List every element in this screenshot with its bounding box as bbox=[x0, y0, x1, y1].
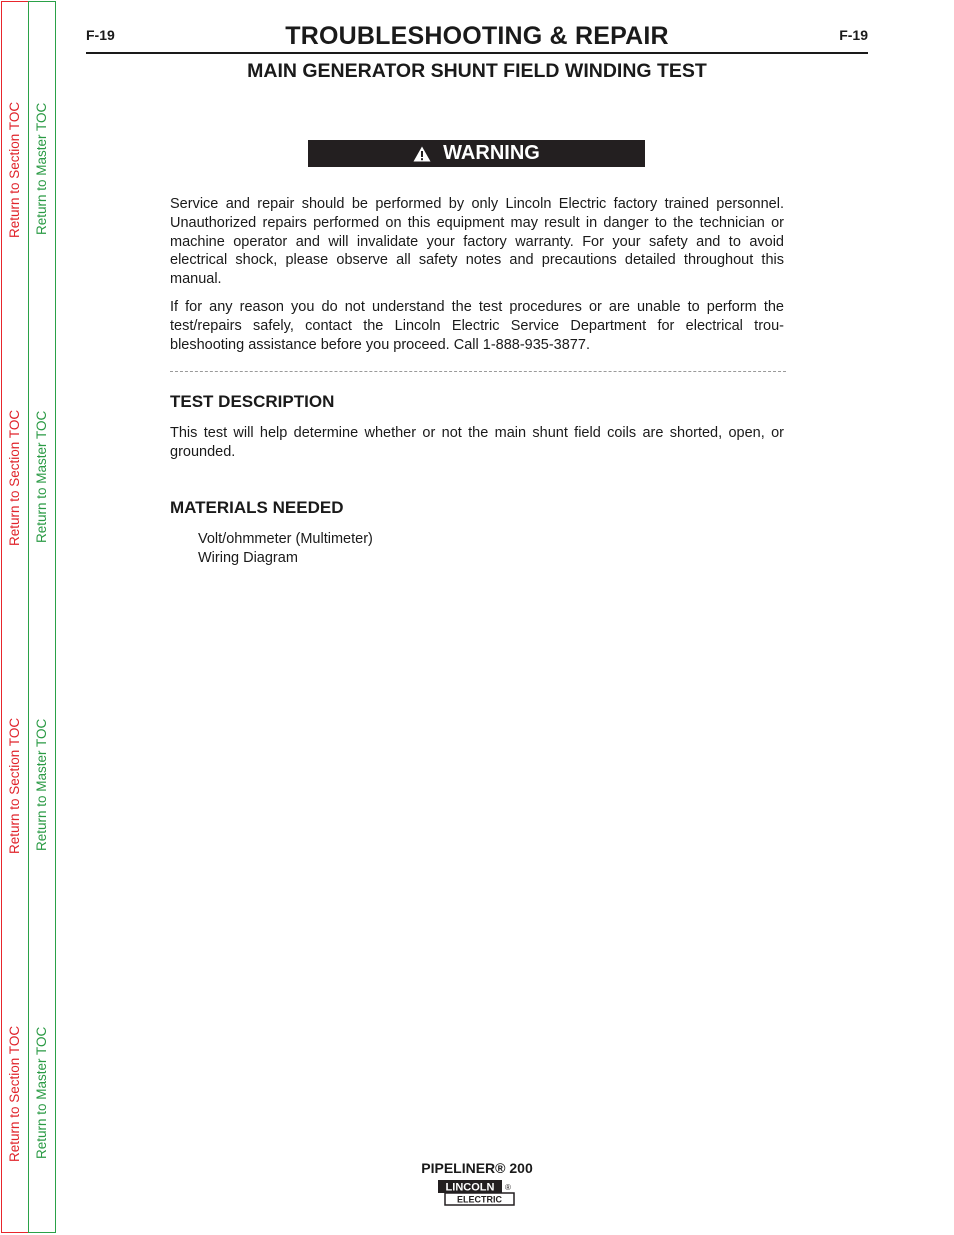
return-to-section-toc-link[interactable]: Return to Section TOC bbox=[7, 409, 22, 546]
warning-banner bbox=[308, 140, 645, 167]
logo-bottom-text: ELECTRIC bbox=[457, 1194, 502, 1205]
return-to-section-toc-link[interactable]: Return to Section TOC bbox=[7, 717, 22, 854]
dashed-divider bbox=[170, 371, 786, 372]
return-to-master-toc-link[interactable]: Return to Master TOC bbox=[34, 410, 49, 543]
header-divider bbox=[86, 52, 868, 54]
materials-list bbox=[198, 530, 373, 568]
logo-registered-mark: ® bbox=[505, 1183, 511, 1192]
return-to-master-toc-link[interactable]: Return to Master TOC bbox=[34, 102, 49, 235]
page-number-right: F-19 bbox=[839, 27, 868, 43]
return-to-master-toc-link[interactable]: Return to Master TOC bbox=[34, 1026, 49, 1159]
page-subtitle: MAIN GENERATOR SHUNT FIELD WINDING TEST bbox=[247, 60, 707, 82]
warning-paragraph: If for any reason you do not understand the test procedures or are unable to perform the test/repairs safely, contact the Lincoln Electric Service Department for electrical trou-bleshooting assistance before you proceed. Call 1-888-935-3877. bbox=[170, 299, 784, 353]
list-item: Wiring Diagram bbox=[198, 550, 298, 566]
test-description-text: This test will help determine whether or not the main shunt field coils are shorted, open, or grounded. bbox=[170, 425, 784, 460]
return-to-master-toc-link[interactable]: Return to Master TOC bbox=[34, 718, 49, 851]
warning-triangle-icon bbox=[413, 146, 431, 162]
warning-paragraph: Service and repair should be performed by only Lincoln Electric factory trained personnel. Unauthorized repairs performed on this equipment may result in danger to the technician or machine operator and will invalidate your factory warranty. For your safety and to avoid electrical shock, please observe all safety notes and precautions detailed throughout this manual. bbox=[170, 196, 784, 288]
lincoln-electric-logo bbox=[437, 1179, 517, 1207]
list-item: Volt/ohmmeter (Multimeter) bbox=[198, 531, 373, 547]
logo-top-text: LINCOLN bbox=[445, 1181, 495, 1194]
test-description-heading: TEST DESCRIPTION bbox=[170, 392, 335, 411]
materials-needed-heading: MATERIALS NEEDED bbox=[170, 498, 344, 517]
return-to-section-toc-link[interactable]: Return to Section TOC bbox=[7, 1025, 22, 1162]
warning-label: WARNING bbox=[443, 142, 540, 164]
footer-model-name: PIPELINER® 200 bbox=[421, 1160, 533, 1176]
page-number-left: F-19 bbox=[86, 27, 115, 43]
return-to-section-toc-link[interactable]: Return to Section TOC bbox=[7, 101, 22, 238]
page-title: TROUBLESHOOTING & REPAIR bbox=[285, 22, 669, 50]
